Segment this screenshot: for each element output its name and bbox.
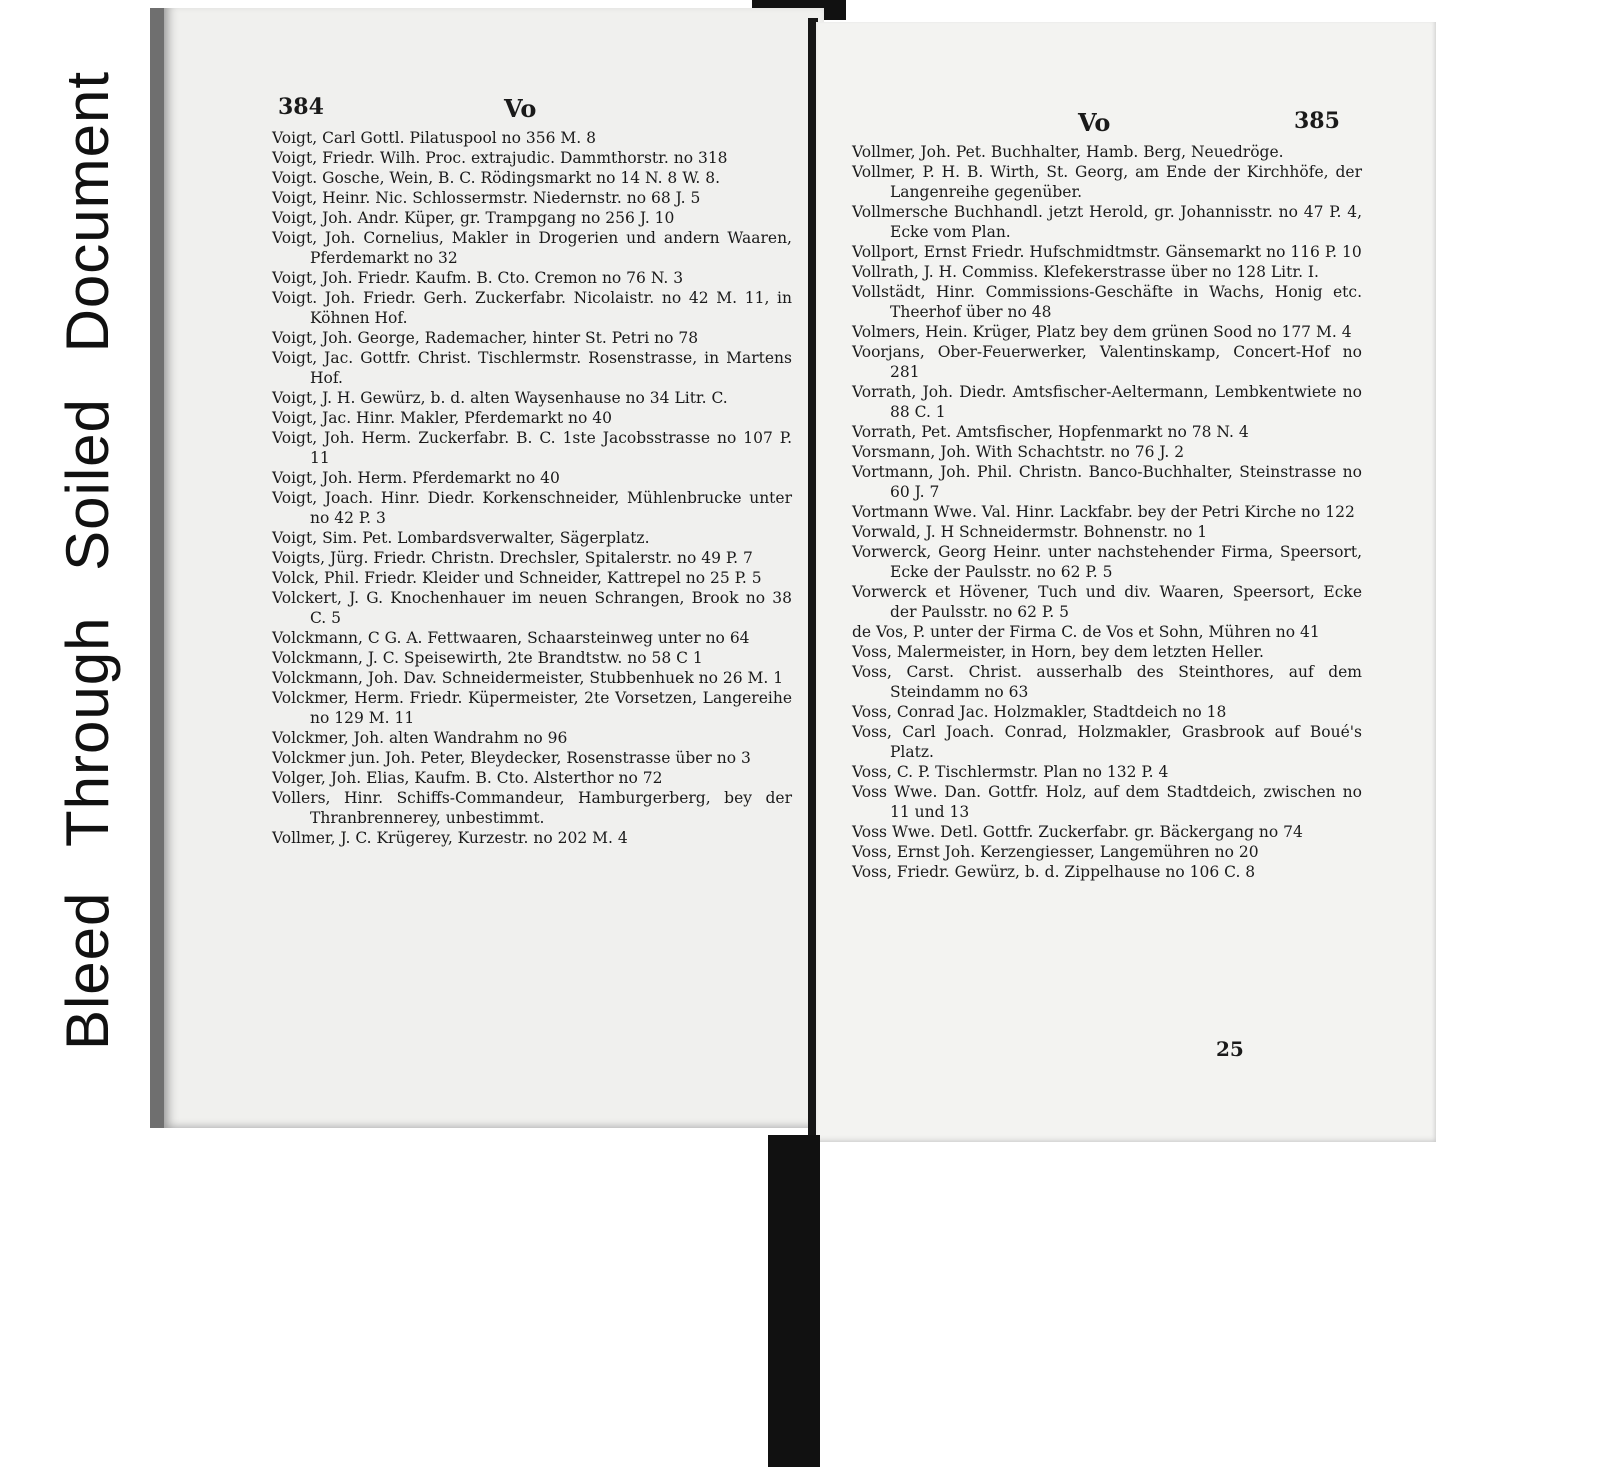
directory-entry: Voigt, Joh. Cornelius, Makler in Drogerien und andern Waaren, Pferdemarkt no 32 <box>272 229 792 267</box>
directory-entry: de Vos, P. unter der Firma C. de Vos et Sohn, Mühren no 41 <box>852 623 1320 641</box>
directory-entry: Voigt, Joh. Herm. Pferdemarkt no 40 <box>272 469 560 487</box>
directory-entry: Volckert, J. G. Knochenhauer im neuen Schrangen, Brook no 38 C. 5 <box>272 589 792 627</box>
directory-entry: Voss, C. P. Tischlermstr. Plan no 132 P. 4 <box>852 763 1169 781</box>
directory-entry: Volckmann, J. C. Speisewirth, 2te Brandtstw. no 58 C 1 <box>272 649 703 667</box>
directory-entry: Voigt, Jac. Gottfr. Christ. Tischlermstr. Rosenstrasse, in Martens Hof. <box>272 349 792 387</box>
directory-entry: Voigt, Heinr. Nic. Schlossermstr. Niedernstr. no 68 J. 5 <box>272 189 701 207</box>
directory-entry: Voss, Carl Joach. Conrad, Holzmakler, Grasbrook auf Boué's Platz. <box>852 723 1362 761</box>
directory-entry: Volckmer, Herm. Friedr. Küpermeister, 2te Vorsetzen, Langereihe no 129 M. 11 <box>272 689 792 727</box>
directory-entry: Voigt, Jac. Hinr. Makler, Pferdemarkt no 40 <box>272 409 612 427</box>
signature-mark: 25 <box>1216 1037 1244 1061</box>
directory-entry: Voigt, Joh. George, Rademacher, hinter St. Petri no 78 <box>272 329 699 347</box>
directory-entry: Vorwerck, Georg Heinr. unter nachstehender Firma, Speersort, Ecke der Paulsstr. no 62 P. 5 <box>852 543 1362 581</box>
directory-entry: Voigt. Joh. Friedr. Gerh. Zuckerfabr. Nicolaistr. no 42 M. 11, in Köhnen Hof. <box>272 289 792 327</box>
left-page-number: 384 <box>278 94 324 120</box>
directory-entry: Voss, Carst. Christ. ausserhalb des Steinthores, auf dem Steindamm no 63 <box>852 663 1362 701</box>
directory-entry: Vollmer, P. H. B. Wirth, St. Georg, am Ende der Kirchhöfe, der Langenreihe gegenüber. <box>852 163 1362 201</box>
directory-entry: Vollers, Hinr. Schiffs-Commandeur, Hamburgerberg, bey der Thranbrennerey, unbestimmt. <box>272 789 792 827</box>
directory-entry: Volckmann, C G. A. Fettwaaren, Schaarsteinweg unter no 64 <box>272 629 750 647</box>
directory-entry: Voigt, J. H. Gewürz, b. d. alten Waysenhause no 34 Litr. C. <box>272 389 728 407</box>
directory-entry: Vorrath, Pet. Amtsfischer, Hopfenmarkt no 78 N. 4 <box>852 423 1249 441</box>
right-page-number: 385 <box>1294 108 1340 134</box>
directory-entry: Vollport, Ernst Friedr. Hufschmidtmstr. Gänsemarkt no 116 P. 10 <box>852 243 1362 261</box>
directory-entry: Vollmersche Buchhandl. jetzt Herold, gr. Johannisstr. no 47 P. 4, Ecke vom Plan. <box>852 203 1362 241</box>
directory-entry: Vollmer, J. C. Krügerey, Kurzestr. no 202 M. 4 <box>272 829 628 847</box>
directory-entry: Vorrath, Joh. Diedr. Amtsfischer-Aeltermann, Lembkentwiete no 88 C. 1 <box>852 383 1362 421</box>
directory-entry: Vortmann Wwe. Val. Hinr. Lackfabr. bey der Petri Kirche no 122 <box>852 503 1355 521</box>
directory-entry: Voigt, Joh. Andr. Küper, gr. Trampgang no 256 J. 10 <box>272 209 675 227</box>
directory-entry: Voss, Ernst Joh. Kerzengiesser, Langemühren no 20 <box>852 843 1259 861</box>
directory-entry: Voigt, Carl Gottl. Pilatuspool no 356 M. 8 <box>272 129 597 147</box>
directory-entry: Voss Wwe. Detl. Gottfr. Zuckerfabr. gr. Bäckergang no 74 <box>852 823 1303 841</box>
binding-strap-bottom <box>768 1135 820 1467</box>
left-page <box>150 8 824 1128</box>
right-page <box>816 22 1436 1142</box>
directory-entry: Vollrath, J. H. Commiss. Klefekerstrasse über no 128 Litr. I. <box>852 263 1319 281</box>
left-page-entries <box>272 128 792 848</box>
right-page-entries <box>852 142 1362 882</box>
directory-entry: Volckmer jun. Joh. Peter, Bleydecker, Rosenstrasse über no 3 <box>272 749 751 767</box>
directory-entry: Volger, Joh. Elias, Kaufm. B. Cto. Alsterthor no 72 <box>272 769 663 787</box>
directory-entry: Volckmer, Joh. alten Wandrahm no 96 <box>272 729 568 747</box>
directory-entry: Volck, Phil. Friedr. Kleider und Schneider, Kattrepel no 25 P. 5 <box>272 569 762 587</box>
directory-entry: Voigts, Jürg. Friedr. Christn. Drechsler, Spitalerstr. no 49 P. 7 <box>272 549 753 567</box>
directory-entry: Vortmann, Joh. Phil. Christn. Banco-Buchhalter, Steinstrasse no 60 J. 7 <box>852 463 1362 501</box>
directory-entry: Voigt, Sim. Pet. Lombardsverwalter, Sägerplatz. <box>272 529 650 547</box>
directory-entry: Voigt, Joh. Herm. Zuckerfabr. B. C. 1ste Jacobsstrasse no 107 P. 11 <box>272 429 792 467</box>
directory-entry: Voigt, Friedr. Wilh. Proc. extrajudic. Dammthorstr. no 318 <box>272 149 728 167</box>
directory-entry: Vorwerck et Hövener, Tuch und div. Waaren, Speersort, Ecke der Paulsstr. no 62 P. 5 <box>852 583 1362 621</box>
directory-entry: Voss, Friedr. Gewürz, b. d. Zippelhause no 106 C. 8 <box>852 863 1256 881</box>
scan-condition-label <box>28 30 148 1090</box>
directory-entry: Volmers, Hein. Krüger, Platz bey dem grünen Sood no 177 M. 4 <box>852 323 1352 341</box>
left-page-running-head: Vo <box>504 94 537 123</box>
directory-entry: Volckmann, Joh. Dav. Schneidermeister, Stubbenhuek no 26 M. 1 <box>272 669 784 687</box>
left-page-header <box>164 88 824 128</box>
scan-condition-text: Bleed Through Soiled Document <box>54 70 122 1050</box>
directory-entry: Vollstädt, Hinr. Commissions-Geschäfte in Wachs, Honig etc. Theerhof über no 48 <box>852 283 1362 321</box>
directory-entry: Voss, Malermeister, in Horn, bey dem letzten Heller. <box>852 643 1264 661</box>
open-book <box>140 8 1440 1148</box>
directory-entry: Voigt. Gosche, Wein, B. C. Rödingsmarkt no 14 N. 8 W. 8. <box>272 169 721 187</box>
right-page-running-head: Vo <box>1078 108 1111 137</box>
directory-entry: Voss Wwe. Dan. Gottfr. Holz, auf dem Stadtdeich, zwischen no 11 und 13 <box>852 783 1362 821</box>
directory-entry: Voigt, Joh. Friedr. Kaufm. B. Cto. Cremon no 76 N. 3 <box>272 269 684 287</box>
directory-entry: Voorjans, Ober-Feuerwerker, Valentinskamp, Concert-Hof no 281 <box>852 343 1362 381</box>
directory-entry: Vorwald, J. H Schneidermstr. Bohnenstr. no 1 <box>852 523 1208 541</box>
directory-entry: Vorsmann, Joh. With Schachtstr. no 76 J. 2 <box>852 443 1185 461</box>
directory-entry: Vollmer, Joh. Pet. Buchhalter, Hamb. Berg, Neuedröge. <box>852 143 1284 161</box>
directory-entry: Voss, Conrad Jac. Holzmakler, Stadtdeich no 18 <box>852 703 1227 721</box>
right-page-header <box>816 102 1436 142</box>
directory-entry: Voigt, Joach. Hinr. Diedr. Korkenschneider, Mühlenbrucke unter no 42 P. 3 <box>272 489 792 527</box>
